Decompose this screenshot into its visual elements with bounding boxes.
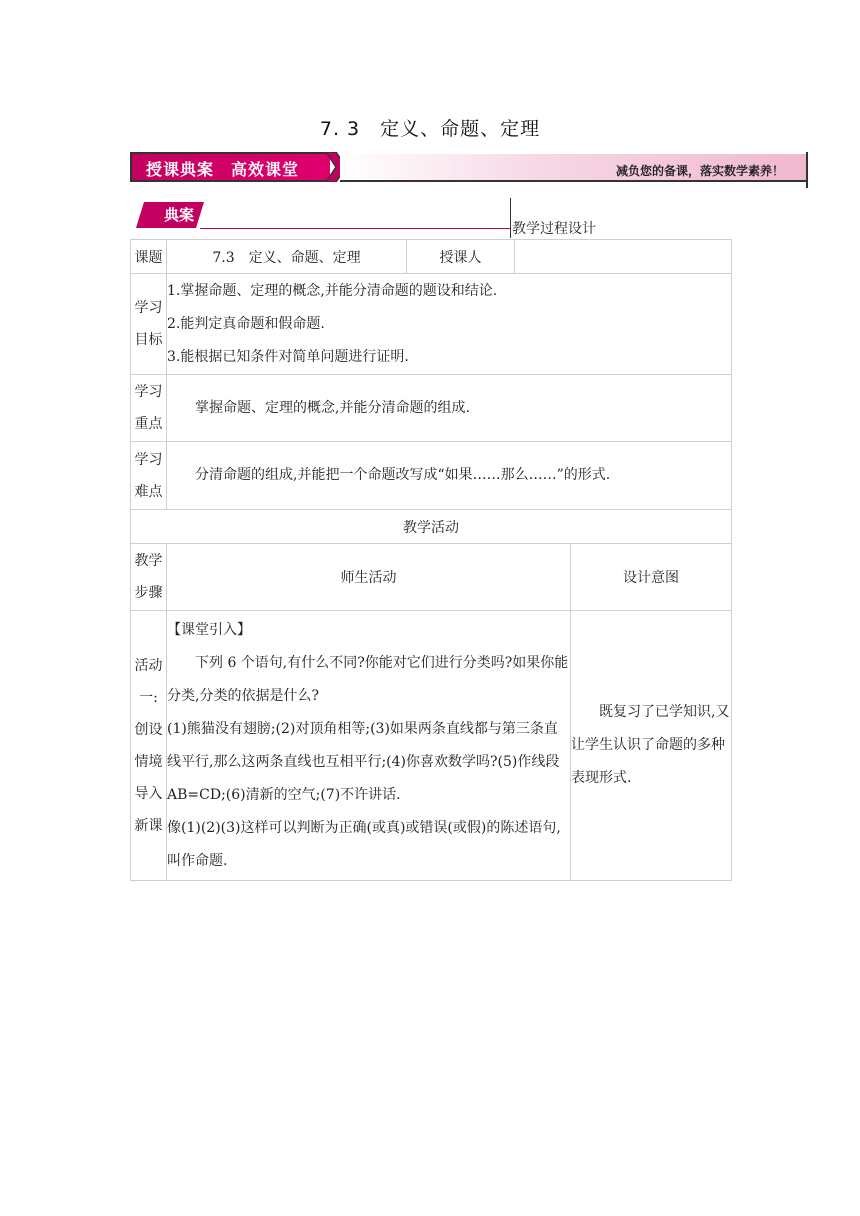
columns-header-row bbox=[131, 544, 732, 611]
tab-label: 典案 bbox=[164, 206, 195, 224]
step-line: 一: bbox=[139, 689, 158, 706]
objectives-label bbox=[131, 274, 167, 375]
objective-item: 2.能判定真命题和假命题. bbox=[167, 315, 325, 332]
objectives-label-line2: 目标 bbox=[134, 332, 163, 348]
teacher-label: 授课人 bbox=[407, 240, 515, 274]
activities-header: 教学活动 bbox=[131, 510, 732, 544]
intent-column-header: 设计意图 bbox=[571, 544, 732, 611]
focus-content: 掌握命题、定理的概念,并能分清命题的组成. bbox=[167, 375, 732, 442]
objectives-content bbox=[167, 274, 732, 375]
step-column-header bbox=[131, 544, 167, 611]
step-header-line2: 步骤 bbox=[134, 585, 163, 601]
step-line: 情境 bbox=[134, 753, 163, 770]
objectives-label-line1: 学习 bbox=[134, 300, 163, 316]
activity1-content bbox=[167, 611, 571, 881]
difficulty-row bbox=[131, 442, 732, 510]
banner-divider bbox=[806, 152, 808, 188]
objective-item: 3.能根据已知条件对简单问题进行证明. bbox=[167, 348, 409, 365]
lesson-table bbox=[130, 239, 732, 881]
focus-row bbox=[131, 375, 732, 442]
activity-heading: 【课堂引入】 bbox=[167, 622, 251, 638]
step-header-line1: 教学 bbox=[134, 553, 163, 569]
focus-label-line1: 学习 bbox=[134, 384, 163, 400]
banner-label-box bbox=[130, 152, 330, 182]
banner-band bbox=[340, 154, 808, 182]
activity1-row bbox=[131, 611, 732, 881]
teacher-value bbox=[515, 240, 732, 274]
difficulty-label-line1: 学习 bbox=[134, 451, 163, 468]
activity-paragraph: 像(1)(2)(3)这样可以判断为正确(或真)或错误(或假)的陈述语句,叫作命题. bbox=[167, 820, 561, 869]
objectives-row bbox=[131, 274, 732, 375]
focus-label bbox=[131, 375, 167, 442]
step-line: 新课 bbox=[134, 817, 163, 834]
activity-paragraph: 下列 6 个语句,有什么不同?你能对它们进行分类吗?如果你能分类,分类的依据是什么? bbox=[167, 655, 569, 704]
section-divider bbox=[510, 198, 511, 238]
topic-value: 7.3 定义、命题、定理 bbox=[167, 240, 407, 274]
page-title: 7. 3 定义、命题、定理 bbox=[319, 118, 541, 140]
section-tab bbox=[130, 200, 510, 230]
banner-label: 授课典案 高效课堂 bbox=[146, 160, 300, 179]
step-line: 创设 bbox=[134, 721, 163, 738]
header-banner bbox=[130, 152, 808, 188]
step-line: 活动 bbox=[134, 657, 163, 674]
step-line: 导入 bbox=[134, 785, 163, 802]
difficulty-content: 分清命题的组成,并能把一个命题改写成“如果……那么……”的形式. bbox=[167, 442, 732, 510]
topic-label: 课题 bbox=[131, 240, 167, 274]
activity1-intent: 既复习了已学知识,又让学生认识了命题的多种表现形式. bbox=[571, 611, 732, 881]
activities-header-row bbox=[131, 510, 732, 544]
focus-label-line2: 重点 bbox=[134, 416, 163, 432]
topic-row bbox=[131, 240, 732, 274]
activity-paragraph: (1)熊猫没有翅膀;(2)对顶角相等;(3)如果两条直线都与第三条直线平行,那么这两条直线也互相平行;(4)你喜欢数学吗?(5)作线段 AB=CD;(6)清新的空气;(7)不许讲话. bbox=[167, 721, 560, 803]
activity1-step bbox=[131, 611, 167, 881]
activity-column-header: 师生活动 bbox=[167, 544, 571, 611]
section-subtitle: 教学过程设计 bbox=[512, 221, 596, 237]
tab-underline bbox=[200, 228, 510, 229]
difficulty-label bbox=[131, 442, 167, 510]
difficulty-label-line2: 难点 bbox=[134, 483, 163, 500]
banner-slogan: 减负您的备课，落实数学素养！ bbox=[615, 164, 784, 178]
objective-item: 1.掌握命题、定理的概念,并能分清命题的题设和结论. bbox=[167, 282, 498, 299]
